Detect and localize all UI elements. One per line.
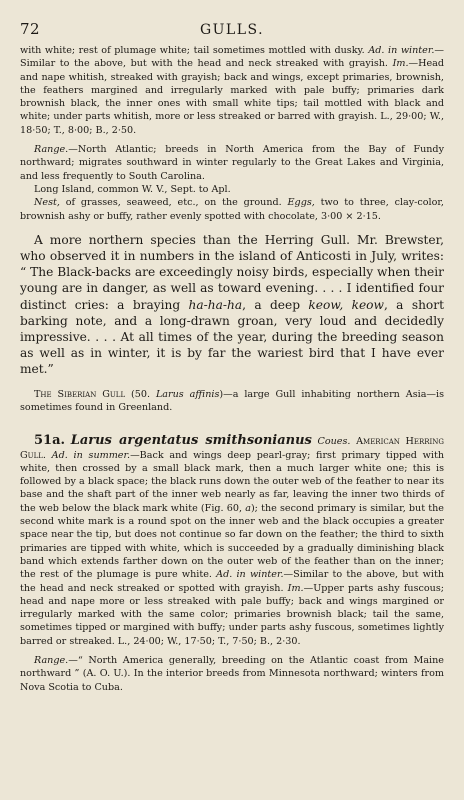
entry-author: Coues. [317,436,351,448]
cry-ha-ha-ha: ha-ha-ha [188,297,243,312]
text-span: —Similar to the above, but with the head and neck streaked with grayish. [20,45,444,70]
label-ad-winter: Ad. in winter. [216,569,284,581]
label-immature: Im. [392,58,409,70]
nest-label: Nest, [34,197,60,209]
page-number: 72 [20,20,41,38]
siberian-gull-paragraph [20,388,444,415]
text-span: —Back and wings deep pearl-gray; first primary tipped with white, then crossed by a small black mark, then a much larger white one; this is followed by a black space; the black runs down the outer web of the feather to near its base and the shaft part of the inner web nearly as far, leaving the inner two thirds of the web below the black mark white (Fig. 60, [20,449,444,514]
nest-text: of grasses, seaweed, etc., on the ground. [59,197,288,209]
entry-number: 51a. [34,433,66,449]
range-text: —“ North America generally, breeding on the Atlantic coast from Maine northward ” (A. O. U.). In the interior breeds from Minnesota northward; winters from Nova Scotia to Cuba. [20,655,444,693]
entry-common-name: American Herring Gull. [20,436,444,461]
brewster-quote-paragraph [20,232,444,378]
range-paragraph [20,143,444,183]
text-span: A more northern species than the Herring Gull. Mr. Brewster, who observed it in numbers in the island of Anticosti in July, writes: “ The Black-backs are exceedingly noisy birds, especially when their young are in danger, as well as toward evening. . . . I identified four distinct cries: a braying [20,232,444,312]
label-immature: Im. [287,582,304,594]
figure-reference: a [245,502,251,514]
entry-51a-paragraph [20,434,444,648]
entry-scientific-name: Larus argentatus smithsonianus [70,433,312,449]
text-span: )—a large Gull inhabiting northern Asia—is sometimes found in Greenland. [20,388,444,413]
range-text: —North Atlantic; breeds in North America from the Bay of Fundy northward; migrates southward in winter regularly to the Great Lakes and Virginia, and less frequently to South Carolina. [20,144,444,182]
text-span: —Head and nape whitish, streaked with grayish; back and wings, except primaries, brownish, the feathers margined and irregularly marked with pale buffy; primaries dark brownish black, the inner ones with small white tips; tail mottled with black and white; under parts whitish, more or less streaked or barred with grayish. L., 29·00; W., 18·50; T., 8·00; B., 2·50. [20,58,444,136]
range-paragraph [20,654,444,694]
running-title: GULLS. [199,22,265,38]
nest-paragraph [20,196,444,223]
page-header [20,20,444,38]
eggs-label: Eggs, [287,197,315,209]
long-island-paragraph: Long Island, common W. V., Sept. to Apl. [34,183,231,195]
siberian-scientific-name: Larus affinis [155,388,220,400]
continuation-paragraph [20,44,444,137]
eggs-text: two to three, clay-color, brownish ashy or buffy, rather evenly spotted with chocolate, 3·00 × 2·15. [20,197,444,222]
text-span: ); the second primary is similar, but the second white mark is a round spot on the inner web and the black occupies a greater space near the tip, but does not continue so far down on the feather; the third to sixth primaries are tipped with white, which is succeeded by a gradually diminishing black band which extends farther down on the outer web of the feather than on the inner; the rest of the plumage is pure white. [20,502,444,581]
cry-keow: keow, keow [308,297,384,312]
text-span: , a short barking note, and a long-drawn groan, very loud and decidedly impressive. . . . At all times of the year, during the breeding season as well as in winter, it is by far the wariest bird that I have ever met.” [20,297,444,377]
text-span: with white; rest of plumage white; tail sometimes mottled with dusky. [20,45,365,56]
range-label: Range. [34,655,69,667]
range-label: Range. [34,144,69,156]
text-span: (50. [125,388,156,400]
text-span: —Upper parts ashy fuscous; head and nape more or less streaked with pale buffy; back and wings margined or irregularly marked with the same color; primaries brownish black; tail the same, sometimes tipped or margined with buffy; under parts ashy fuscous, sometimes lightly barred or streaked. L., 24·00; W., 17·50; T., 7·50; B., 2·30. [20,582,444,647]
siberian-gull-name: The Siberian Gull [34,388,126,400]
label-ad-winter: Ad. in winter. [368,45,435,56]
text-span: , a deep [242,297,309,312]
text-span: —Similar to the above, but with the head and neck streaked or spotted with grayish. [20,569,444,594]
label-ad-summer: Ad. in summer. [51,449,131,461]
